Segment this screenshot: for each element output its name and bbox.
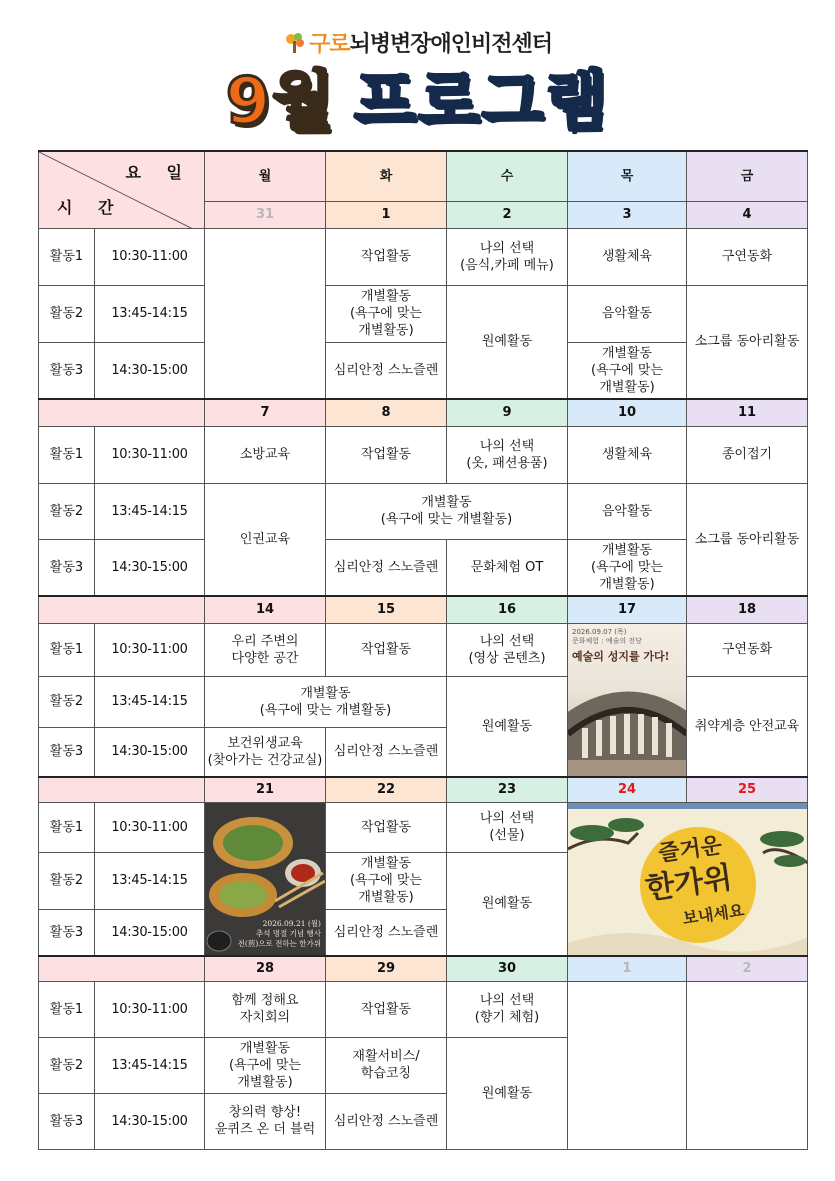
slot-time: 13:45-14:15	[95, 483, 205, 539]
slot-label: 활동3	[39, 539, 95, 596]
date-cell: 22	[326, 777, 447, 802]
slot-time: 14:30-15:00	[95, 539, 205, 596]
date-row-label	[39, 956, 205, 981]
activity-cell: 개별활동 (욕구에 맞는 개별활동)	[568, 539, 687, 596]
corner-cell	[39, 151, 205, 228]
date-row	[39, 596, 808, 623]
date-cell: 3	[568, 201, 687, 228]
date-cell: 30	[447, 956, 568, 981]
slot-time: 13:45-14:15	[95, 1037, 205, 1093]
slot-label: 활동1	[39, 623, 95, 676]
date-row-label	[39, 596, 205, 623]
org-rest: 뇌병변장애인비전센터	[349, 32, 553, 57]
activity-cell: 생활체육	[568, 426, 687, 483]
slot-label: 활동1	[39, 426, 95, 483]
slot-time: 10:30-11:00	[95, 426, 205, 483]
slot-label: 활동3	[39, 727, 95, 777]
date-cell: 1	[326, 201, 447, 228]
activity-cell: 개별활동 (욕구에 맞는 개별활동)	[326, 483, 568, 539]
activity-cell: 작업활동	[326, 426, 447, 483]
slot-time: 14:30-15:00	[95, 909, 205, 956]
food-photo-cell	[205, 802, 326, 956]
chuseok-line: 즐거운	[656, 831, 724, 867]
date-cell: 29	[326, 956, 447, 981]
chuseok-greeting-cell	[568, 802, 808, 956]
slot-label: 활동2	[39, 483, 95, 539]
slot-label: 활동2	[39, 285, 95, 342]
activity-cell: 심리안정 스노즐렌	[326, 342, 447, 399]
slot-label: 활동2	[39, 852, 95, 909]
date-cell: 17	[568, 596, 687, 623]
activity-cell: 생활체육	[568, 228, 687, 285]
activity-cell: 우리 주변의 다양한 공간	[205, 623, 326, 676]
table-row	[39, 802, 808, 852]
date-row	[39, 399, 808, 426]
slot-time: 14:30-15:00	[95, 727, 205, 777]
activity-cell: 문화체험 OT	[447, 539, 568, 596]
activity-cell: 창의력 향상! 윤퀴즈 온 더 블럭	[205, 1093, 326, 1149]
date-row	[39, 956, 808, 981]
tree-logo-icon	[283, 31, 307, 55]
activity-cell: 작업활동	[326, 981, 447, 1037]
page-header	[0, 30, 835, 144]
activity-cell: 작업활동	[326, 623, 447, 676]
activity-cell: 소그룹 동아리활동	[687, 285, 808, 399]
activity-cell: 음악활동	[568, 483, 687, 539]
table-row	[39, 981, 808, 1037]
activity-cell: 나의 선택 (음식,카페 메뉴)	[447, 228, 568, 285]
empty-cell	[568, 981, 687, 1149]
activity-cell: 개별활동 (욕구에 맞는 개별활동)	[568, 342, 687, 399]
concert-photo-cell	[568, 623, 687, 777]
caption-line: 문화체험 : 예술의 전당	[572, 636, 642, 645]
date-cell: 21	[205, 777, 326, 802]
slot-label: 활동1	[39, 228, 95, 285]
slot-time: 13:45-14:15	[95, 852, 205, 909]
concert-caption-date	[572, 628, 642, 646]
slot-time: 10:30-11:00	[95, 981, 205, 1037]
activity-cell: 함께 정해요 자치회의	[205, 981, 326, 1037]
title-program: 프로그램	[354, 65, 610, 139]
slot-label: 활동3	[39, 1093, 95, 1149]
activity-cell: 구연동화	[687, 623, 808, 676]
date-cell: 2	[687, 956, 808, 981]
activity-cell: 구연동화	[687, 228, 808, 285]
slot-label: 활동3	[39, 342, 95, 399]
chuseok-line: 보내세요	[681, 900, 746, 928]
date-row	[39, 777, 808, 802]
activity-cell: 개별활동 (욕구에 맞는 개별활동)	[205, 676, 447, 727]
date-cell-holiday: 25	[687, 777, 808, 802]
activity-cell: 인권교육	[205, 483, 326, 596]
table-row	[39, 426, 808, 483]
page-title	[0, 64, 835, 144]
chuseok-line: 한가위	[643, 859, 735, 907]
date-row-label	[39, 399, 205, 426]
activity-cell: 나의 선택 (향기 체험)	[447, 981, 568, 1037]
activity-cell: 취약계층 안전교육	[687, 676, 808, 777]
table-row	[39, 228, 808, 285]
food-caption	[238, 919, 321, 949]
activity-cell: 작업활동	[326, 802, 447, 852]
activity-cell: 나의 선택 (영상 콘텐츠)	[447, 623, 568, 676]
date-cell: 7	[205, 399, 326, 426]
date-cell: 16	[447, 596, 568, 623]
table-row	[39, 676, 808, 727]
activity-cell: 개별활동 (욕구에 맞는 개별활동)	[326, 852, 447, 909]
slot-label: 활동1	[39, 981, 95, 1037]
concert-caption-title: 예술의 성지를 가다!	[572, 649, 670, 663]
org-prefix: 구로	[308, 32, 350, 57]
table-row	[39, 285, 808, 342]
chuseok-text	[631, 826, 746, 941]
slot-label: 활동2	[39, 1037, 95, 1093]
title-month: 9월	[225, 65, 337, 139]
day-thu: 목	[568, 151, 687, 201]
activity-cell: 종이접기	[687, 426, 808, 483]
day-header-row	[39, 151, 808, 201]
date-cell: 8	[326, 399, 447, 426]
date-cell: 14	[205, 596, 326, 623]
slot-label: 활동1	[39, 802, 95, 852]
date-cell: 9	[447, 399, 568, 426]
concert-hall-icon	[568, 624, 686, 777]
date-cell: 23	[447, 777, 568, 802]
date-cell-holiday: 24	[568, 777, 687, 802]
activity-cell: 나의 선택 (선물)	[447, 802, 568, 852]
date-cell: 1	[568, 956, 687, 981]
date-row-label	[39, 777, 205, 802]
slot-time: 10:30-11:00	[95, 802, 205, 852]
activity-cell: 개별활동 (욕구에 맞는 개별활동)	[326, 285, 447, 342]
caption-text: 2026.09.21 (월) 추석 명절 기념 행사 전(煎)으로 전하는 한가위	[237, 919, 321, 948]
date-cell: 10	[568, 399, 687, 426]
date-cell: 28	[205, 956, 326, 981]
activity-cell: 작업활동	[326, 228, 447, 285]
table-row	[39, 623, 808, 676]
activity-cell: 소그룹 동아리활동	[687, 483, 808, 596]
table-row	[39, 483, 808, 539]
activity-cell: 심리안정 스노즐렌	[326, 909, 447, 956]
activity-cell: 심리안정 스노즐렌	[326, 1093, 447, 1149]
activity-cell: 심리안정 스노즐렌	[326, 539, 447, 596]
caption-line: 2026.09.07 (목)	[572, 627, 627, 636]
slot-label: 활동3	[39, 909, 95, 956]
day-wed: 수	[447, 151, 568, 201]
concert-hall-photo	[568, 624, 686, 777]
day-fri: 금	[687, 151, 808, 201]
activity-cell: 음악활동	[568, 285, 687, 342]
date-cell: 4	[687, 201, 808, 228]
schedule-table	[38, 150, 808, 1150]
day-tue: 화	[326, 151, 447, 201]
corner-time-label: 시 간	[57, 197, 124, 217]
date-cell: 18	[687, 596, 808, 623]
activity-cell: 나의 선택 (옷, 패션용품)	[447, 426, 568, 483]
date-cell: 2	[447, 201, 568, 228]
empty-cell	[205, 228, 326, 399]
activity-cell: 원예활동	[447, 285, 568, 399]
slot-time: 14:30-15:00	[95, 342, 205, 399]
activity-cell: 원예활동	[447, 1037, 568, 1149]
slot-time: 10:30-11:00	[95, 228, 205, 285]
date-cell: 15	[326, 596, 447, 623]
activity-cell: 보건위생교육 (찾아가는 건강교실)	[205, 727, 326, 777]
chuseok-greeting-art	[568, 803, 807, 956]
slot-time: 13:45-14:15	[95, 676, 205, 727]
corner-day-label: 요 일	[125, 163, 192, 182]
empty-cell	[687, 981, 808, 1149]
date-cell: 31	[205, 201, 326, 228]
slot-time: 14:30-15:00	[95, 1093, 205, 1149]
activity-cell: 원예활동	[447, 852, 568, 956]
korean-pancake-photo	[205, 803, 325, 956]
activity-cell: 재활서비스/ 학습코칭	[326, 1037, 447, 1093]
activity-cell: 심리안정 스노즐렌	[326, 727, 447, 777]
date-cell: 11	[687, 399, 808, 426]
slot-label: 활동2	[39, 676, 95, 727]
day-mon: 월	[205, 151, 326, 201]
org-name	[0, 30, 835, 60]
activity-cell: 원예활동	[447, 676, 568, 777]
slot-time: 13:45-14:15	[95, 285, 205, 342]
activity-cell: 개별활동 (욕구에 맞는 개별활동)	[205, 1037, 326, 1093]
slot-time: 10:30-11:00	[95, 623, 205, 676]
activity-cell: 소방교육	[205, 426, 326, 483]
